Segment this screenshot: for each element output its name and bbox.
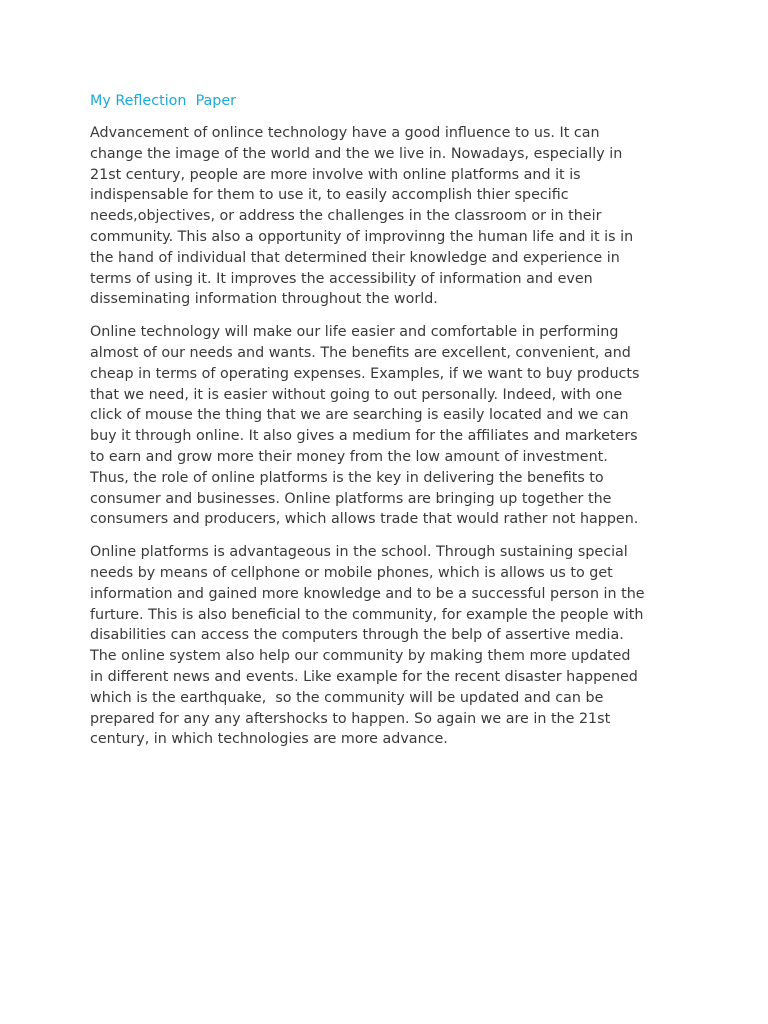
paragraph-line: consumer and businesses. Online platforms are bringing up together the [90,490,612,507]
paragraph-line: community. This also a opportunity of improvinng the human life and it is in [90,228,634,245]
paragraph-line: disabilities can access the computers through the belp of assertive media. [90,627,624,644]
paragraph-line: information and gained more knowledge and to be a successful person in the [90,585,645,602]
paragraph-line: consumers and producers, which allows trade that would rather not happen. [90,511,639,528]
paragraph-line: Thus, the role of online platforms is the key in delivering the benefits to [90,469,604,486]
paragraph-line: disseminating information throughout the world. [90,291,438,308]
paragraph-line: needs,objectives, or address the challenges in the classroom or in their [90,208,602,225]
paragraph [90,542,680,750]
paragraph-line: The online system also help our community by making them more updated [90,648,631,665]
paragraph-line: to earn and grow more their money from the low amount of investment. [90,448,608,465]
paragraph-line: prepared for any any aftershocks to happen. So again we are in the 21st [90,710,611,727]
paragraph-line: Advancement of onlince technology have a good influence to us. It can [90,125,600,141]
paragraph-line: buy it through online. It also gives a medium for the affiliates and marketers [90,428,638,445]
document-body [90,91,680,762]
paragraph-line: indispensable for them to use it, to easily accomplish thier specific [90,187,569,204]
paragraph [90,322,680,530]
paragraph-line: needs by means of cellphone or mobile phones, which is allows us to get [90,564,613,581]
paragraph-line: Online platforms is advantageous in the school. Through sustaining special [90,544,628,561]
paragraph-line: click of mouse the thing that we are searching is easily located and we can [90,407,629,424]
paragraph-line: the hand of individual that determined their knowledge and experience in [90,249,620,266]
paragraph-line: Online technology will make our life easier and comfortable in performing [90,324,619,341]
paragraph-line: almost of our needs and wants. The benefits are excellent, convenient, and [90,344,631,361]
paragraph-line: cheap in terms of operating expenses. Examples, if we want to buy products [90,365,640,382]
paragraph-line: century, in which technologies are more advance. [90,731,448,748]
paragraph-line: furture. This is also beneficial to the community, for example the people with [90,606,644,623]
paragraph-line: which is the earthquake, so the community will be updated and can be [90,689,604,706]
paragraph-line: terms of using it. It improves the accessibility of information and even [90,270,593,287]
paragraph-line: change the image of the world and the we live in. Nowadays, especially in [90,145,623,162]
paragraph-line: that we need, it is easier without going to out personally. Indeed, with one [90,386,623,403]
paragraph-line: in different news and events. Like example for the recent disaster happened [90,668,638,685]
document-title: My Reflection Paper [90,93,237,109]
paragraph [90,123,680,310]
paragraph-line: 21st century, people are more involve with online platforms and it is [90,166,581,183]
